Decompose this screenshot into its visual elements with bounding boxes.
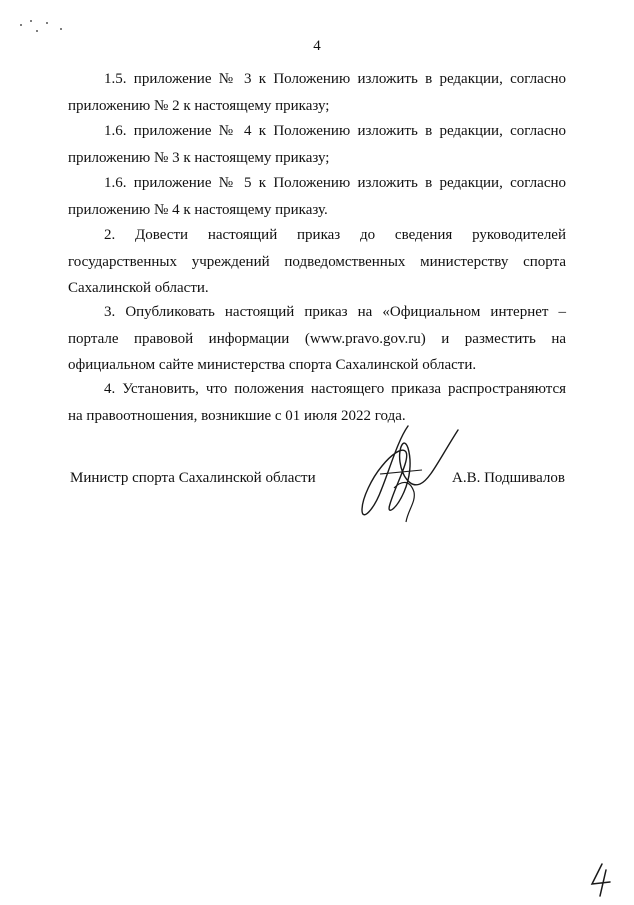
paragraph-line: официальном сайте министерства спорта Сахалинской области.	[68, 357, 477, 373]
handwritten-page-mark	[588, 862, 614, 898]
signatory-position: Министр спорта Сахалинской области	[70, 470, 316, 486]
paragraph-line: Сахалинской области.	[68, 280, 209, 296]
paragraph-line: приложению № 4 к настоящему приказу.	[68, 201, 328, 218]
paragraph-1-5	[68, 66, 566, 119]
paragraph-1-6-b	[68, 170, 566, 223]
paragraph-line: приложению № 2 к настоящему приказу;	[68, 97, 330, 114]
paragraph-line: на правоотношения, возникшие с 01 июля 2022 года.	[68, 407, 406, 424]
paragraph-line: 1.6. приложение № 4 к Положению изложить в редакции, согласно	[104, 123, 566, 139]
paragraph-4	[68, 376, 566, 429]
paragraph-line: 1.5. приложение № 3 к Положению изложить в редакции, согласно	[104, 71, 566, 87]
paragraph-line: 4. Установить, что положения настоящего приказа распространяются	[104, 381, 566, 397]
paragraph-line: 2. Довести настоящий приказ до сведения руководителей	[104, 227, 566, 243]
paragraph-3	[68, 299, 566, 379]
paragraph-line: приложению № 3 к настоящему приказу;	[68, 149, 330, 166]
paragraph-line: 3. Опубликовать настоящий приказ на «Официальном интернет –	[104, 304, 566, 320]
page-number: 4	[313, 38, 321, 54]
paragraph-line: портале правовой информации (www.pravo.gov.ru) и разместить на	[68, 330, 566, 347]
paragraph-1-6-a	[68, 118, 566, 171]
paragraph-line: 1.6. приложение № 5 к Положению изложить в редакции, согласно	[104, 175, 566, 191]
paragraph-line: государственных учреждений подведомственных министерству спорта	[68, 253, 566, 270]
signer-name: А.В. Подшивалов	[452, 470, 565, 486]
paragraph-2	[68, 222, 566, 302]
